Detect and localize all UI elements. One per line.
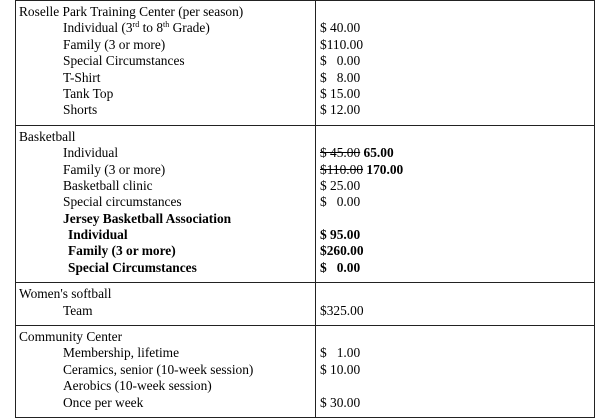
item-label: Family (3 or more) [63,161,166,177]
section-row-softball [16,283,595,326]
item-label: T-Shirt [63,69,101,85]
item-label: Ceramics, senior (10-week session) [63,361,254,377]
item-label: Basketball clinic [63,177,153,193]
item-price-revised [316,162,594,178]
item-price: $ 40.00 [320,20,361,36]
item-column-cell [16,283,316,326]
item-price: $ 1.00 [320,345,361,361]
price-column-cell [316,326,595,418]
item-price: $ 15.00 [320,85,361,101]
new-price: 65.00 [363,145,394,161]
item-label: Family (3 or more) [63,36,166,52]
item-label: Individual [68,227,128,243]
item-price: $110.00 [320,36,364,52]
fee-schedule-table [15,0,595,418]
item-label: Team [63,302,93,318]
item-price [316,378,594,394]
item-price-revised [316,145,594,161]
item-label: Family (3 or more) [68,243,176,259]
item-label: Individual (3rd to 8th Grade) [63,20,210,36]
price-column-cell [316,1,595,126]
item-price: $ 8.00 [320,69,361,85]
item-price: $ 25.00 [320,177,361,193]
price-column-cell [316,283,595,326]
section-row-community-center [16,326,595,418]
item-price: $ 0.00 [320,53,361,69]
item-price: $ 0.00 [320,259,361,275]
item-label: Individual [63,145,119,161]
item-label: Aerobics (10-week session) [63,378,212,394]
item-price: $ 30.00 [320,394,361,410]
section-title: Community Center [19,329,123,345]
item-label: Shorts [63,102,98,118]
item-column-cell [16,125,316,283]
item-label: Membership, lifetime [63,345,180,361]
item-label: Once per week [63,394,144,410]
subsection-heading: Jersey Basketball Association [63,210,232,226]
old-price: $110.00 [320,161,364,177]
section-title: Roselle Park Training Center (per season) [19,4,244,19]
section-title: Women's softball [19,286,112,302]
item-price: $325.00 [320,302,364,318]
item-label: Special circumstances [63,194,182,210]
item-price: $ 10.00 [320,361,361,377]
new-price: 170.00 [366,161,404,177]
item-label: Special Circumstances [68,259,197,275]
price-column-cell [316,125,595,283]
item-price: $ 12.00 [320,102,361,118]
old-price: $ 45.00 [320,145,361,161]
item-column-cell [16,1,316,126]
item-price: $ 95.00 [320,227,361,243]
item-label: Special Circumstances [63,53,185,69]
section-row-training-center [16,1,595,126]
item-price: $ 0.00 [320,194,361,210]
item-label: Tank Top [63,85,114,101]
section-title: Basketball [19,128,76,144]
section-row-basketball [16,125,595,283]
item-price: $260.00 [320,243,364,259]
item-column-cell [16,326,316,418]
